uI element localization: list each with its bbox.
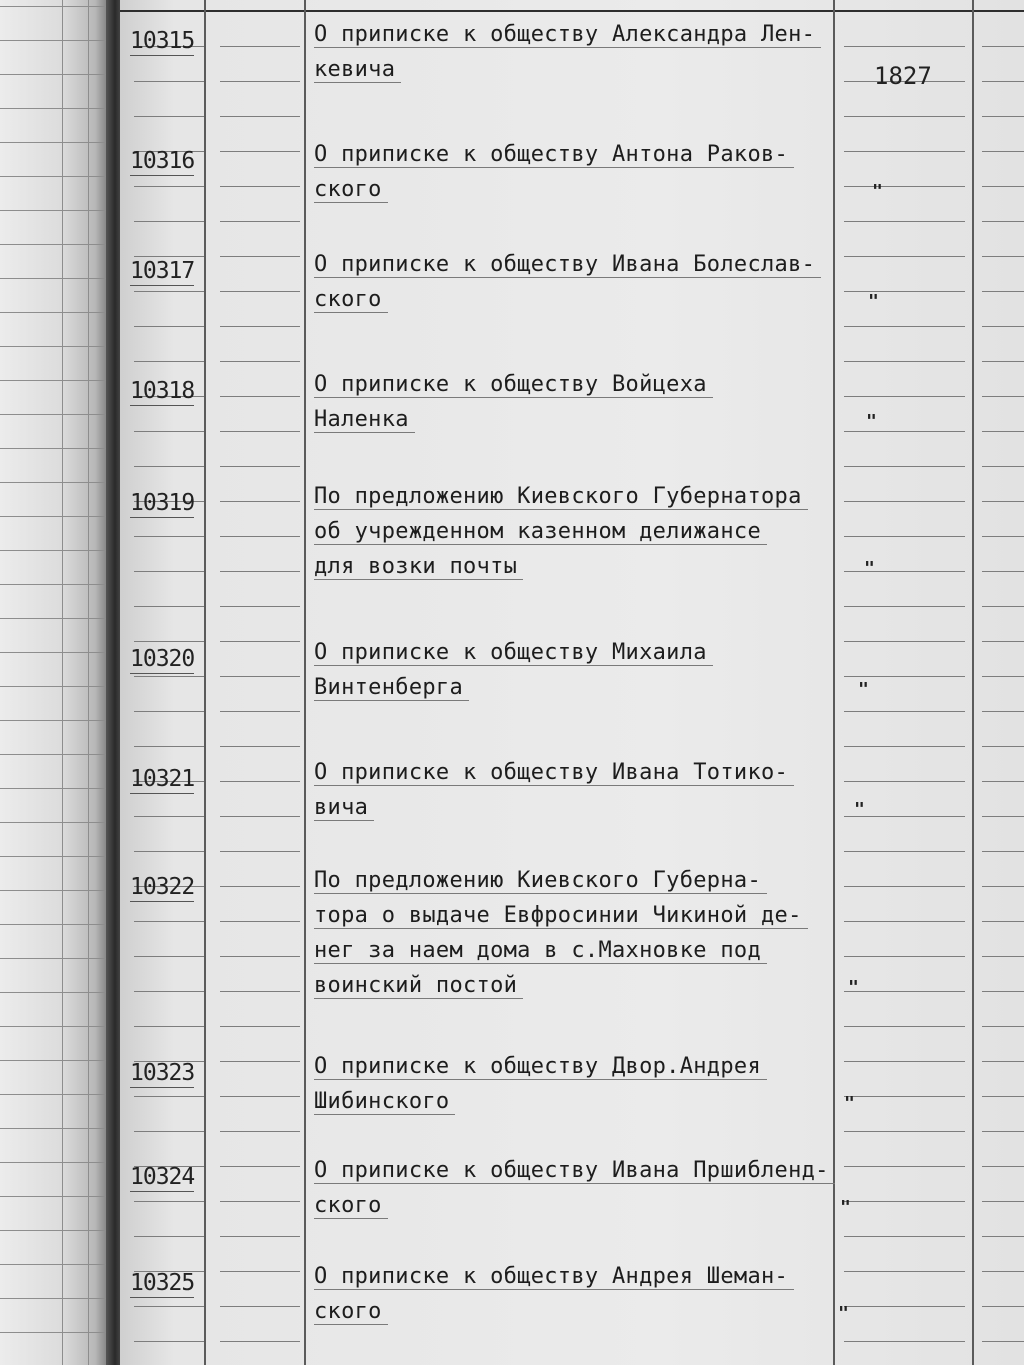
ledger-rule: [844, 46, 965, 47]
left-page-rule: [0, 618, 112, 619]
ledger-rule: [844, 1096, 965, 1097]
case-number: 10322: [130, 874, 195, 900]
ledger-rule: [134, 606, 204, 607]
ledger-rule: [220, 501, 300, 502]
ledger-rule: [844, 431, 965, 432]
case-number: 10321: [130, 766, 195, 792]
ledger-rule: [844, 1131, 965, 1132]
left-page-rule: [0, 822, 112, 823]
ledger-rule: [844, 1061, 965, 1062]
case-title-line: О приписке к обществу Двор.Андрея: [314, 1054, 767, 1080]
ledger-rule: [844, 1166, 965, 1167]
ledger-rule: [844, 1201, 965, 1202]
ditto-mark: ": [838, 1303, 849, 1324]
ledger-rule: [982, 466, 1024, 467]
left-page-rule: [0, 1128, 112, 1129]
ledger-rule: [844, 361, 965, 362]
ledger-rule: [982, 1306, 1024, 1307]
case-title-line: О приписке к обществу Михаила: [314, 640, 713, 666]
ditto-mark: ": [858, 679, 869, 700]
left-page-rule: [0, 1298, 112, 1299]
left-page-rule: [0, 1060, 112, 1061]
left-page-rule: [0, 176, 112, 177]
ledger-rule: [134, 116, 204, 117]
ditto-mark: ": [854, 799, 865, 820]
ledger-rule: [220, 536, 300, 537]
ledger-rule: [220, 991, 300, 992]
left-page-rule: [0, 856, 112, 857]
ledger-rule: [982, 1166, 1024, 1167]
ledger-rule: [844, 1341, 965, 1342]
ledger-rule: [220, 361, 300, 362]
ledger-rule: [982, 606, 1024, 607]
case-title-line: ского: [314, 1193, 388, 1219]
ledger-rule: [220, 1166, 300, 1167]
ledger-rule: [220, 816, 300, 817]
case-number: 10316: [130, 148, 195, 174]
ledger-rule: [982, 221, 1024, 222]
ledger-rule: [982, 1061, 1024, 1062]
ledger-rule: [844, 1271, 965, 1272]
left-page-rule: [0, 210, 112, 211]
case-title-line: тора о выдаче Евфросинии Чикиной де-: [314, 903, 808, 929]
ledger-rule: [220, 291, 300, 292]
ledger-rule: [982, 781, 1024, 782]
case-number: 10324: [130, 1164, 195, 1190]
ledger-rule: [134, 1236, 204, 1237]
ledger-rule: [844, 396, 965, 397]
ledger-rule: [134, 1341, 204, 1342]
ledger-rule: [220, 81, 300, 82]
ledger-rule: [982, 116, 1024, 117]
left-page-rule: [0, 448, 112, 449]
case-title-line: вича: [314, 795, 374, 821]
ledger-rule: [134, 956, 204, 957]
case-title-line: кевича: [314, 57, 401, 83]
case-title-line: О приписке к обществу Антона Раков-: [314, 142, 794, 168]
case-title-line: ского: [314, 287, 388, 313]
ledger-rule: [220, 1271, 300, 1272]
case-number: 10325: [130, 1270, 195, 1296]
ledger-rule: [844, 851, 965, 852]
ditto-mark: ": [868, 291, 879, 312]
column-divider-notes: [972, 0, 974, 1365]
ledger-rule: [220, 781, 300, 782]
ledger-rule: [844, 956, 965, 957]
ledger-rule: [220, 221, 300, 222]
ledger-rule: [982, 1096, 1024, 1097]
left-page-rule: [0, 142, 112, 143]
ditto-mark: ": [840, 1197, 851, 1218]
left-page-rule: [0, 1094, 112, 1095]
case-title-line: Шибинского: [314, 1089, 455, 1115]
left-page-rule: [0, 686, 112, 687]
ledger-rule: [982, 991, 1024, 992]
left-page-rule: [0, 1162, 112, 1163]
left-page-rule: [0, 1026, 112, 1027]
ledger-rule: [982, 571, 1024, 572]
ledger-rule: [844, 571, 965, 572]
left-page-rule: [0, 890, 112, 891]
column-divider-number: [204, 0, 206, 1365]
ledger-rule: [220, 1236, 300, 1237]
left-page-rule: [0, 244, 112, 245]
ledger-rule: [220, 746, 300, 747]
left-page-rule: [0, 754, 112, 755]
ledger-rule: [844, 1236, 965, 1237]
ledger-rule: [134, 676, 204, 677]
ledger-rule: [844, 606, 965, 607]
ledger-rule: [134, 326, 204, 327]
case-number: 10315: [130, 28, 195, 54]
ledger-rule: [844, 291, 965, 292]
ledger-rule: [220, 641, 300, 642]
case-title-line: Наленка: [314, 407, 415, 433]
ledger-rule: [982, 676, 1024, 677]
ledger-rule: [134, 641, 204, 642]
case-title-line: О приписке к обществу Ивана Тотико-: [314, 760, 794, 786]
ledger-rule: [220, 606, 300, 607]
ledger-rule: [220, 1026, 300, 1027]
ledger-rule: [220, 1131, 300, 1132]
left-page-ruled-margin: [0, 0, 112, 1365]
ledger-rule: [982, 886, 1024, 887]
left-page-rule: [0, 108, 112, 109]
ledger-rule: [134, 81, 204, 82]
ledger-rule: [134, 431, 204, 432]
left-page-rule: [0, 584, 112, 585]
ditto-mark: ": [872, 181, 883, 202]
case-title-line: О приписке к обществу Ивана Болеслав-: [314, 252, 821, 278]
ledger-rule: [982, 46, 1024, 47]
case-title-line: об учрежденном казенном делижансе: [314, 519, 767, 545]
ledger-rule: [134, 921, 204, 922]
ledger-rule: [844, 151, 965, 152]
ledger-rule: [220, 466, 300, 467]
ledger-rule: [982, 151, 1024, 152]
ledger-rule: [982, 641, 1024, 642]
left-page-rule: [0, 992, 112, 993]
ledger-rule: [982, 851, 1024, 852]
ledger-rule: [982, 81, 1024, 82]
left-page-rule: [0, 74, 112, 75]
ledger-rule: [844, 781, 965, 782]
ledger-rule: [220, 431, 300, 432]
left-page-rule: [0, 6, 112, 7]
ledger-rule: [220, 851, 300, 852]
ledger-rule: [134, 361, 204, 362]
ledger-rule: [220, 1341, 300, 1342]
ledger-rule: [844, 641, 965, 642]
ledger-rule: [220, 711, 300, 712]
ledger-rule: [220, 151, 300, 152]
case-title-line: для возки почты: [314, 554, 523, 580]
ledger-rule: [844, 711, 965, 712]
left-page-rule: [0, 924, 112, 925]
register-page: [120, 0, 1024, 1365]
case-title-line: Винтенберга: [314, 675, 469, 701]
ledger-rule: [134, 1026, 204, 1027]
ledger-rule: [220, 921, 300, 922]
ledger-rule: [220, 46, 300, 47]
ledger-rule: [982, 361, 1024, 362]
ledger-rule: [134, 1096, 204, 1097]
ledger-rule: [220, 956, 300, 957]
case-title-line: воинский постой: [314, 973, 523, 999]
ledger-rule: [220, 1306, 300, 1307]
left-page-rule: [0, 788, 112, 789]
left-page-rule: [0, 380, 112, 381]
case-title-line: нег за наем дома в с.Махновке под: [314, 938, 767, 964]
ledger-rule: [844, 886, 965, 887]
ledger-rule: [220, 1061, 300, 1062]
case-title-line: О приписке к обществу Войцеха: [314, 372, 713, 398]
ledger-rule: [134, 256, 204, 257]
ledger-rule: [844, 326, 965, 327]
ledger-rule: [134, 851, 204, 852]
ledger-rule: [844, 676, 965, 677]
ledger-rule: [134, 1306, 204, 1307]
left-page-column-line: [62, 0, 63, 1365]
ledger-rule: [982, 501, 1024, 502]
column-divider-title: [304, 0, 306, 1365]
ledger-rule: [220, 116, 300, 117]
left-page-rule: [0, 278, 112, 279]
left-page-rule: [0, 1264, 112, 1265]
ditto-mark: ": [866, 411, 877, 432]
ledger-rule: [134, 291, 204, 292]
ledger-rule: [982, 1341, 1024, 1342]
ledger-rule: [220, 1201, 300, 1202]
ledger-rule: [982, 326, 1024, 327]
ledger-rule: [844, 116, 965, 117]
ledger-rule: [220, 396, 300, 397]
ledger-rule: [134, 1131, 204, 1132]
ledger-rule: [982, 956, 1024, 957]
ditto-mark: ": [844, 1093, 855, 1114]
case-title-line: По предложению Киевского Губерна-: [314, 868, 767, 894]
ledger-rule: [134, 746, 204, 747]
ledger-rule: [982, 1236, 1024, 1237]
left-page-column-line: [88, 0, 89, 1365]
ledger-rule: [982, 291, 1024, 292]
ditto-mark: ": [848, 977, 859, 998]
ledger-rule: [844, 991, 965, 992]
case-title-line: О приписке к обществу Ивана Пршибленд-: [314, 1158, 835, 1184]
ledger-rule: [982, 816, 1024, 817]
left-page-rule: [0, 40, 112, 41]
left-page-rule: [0, 1196, 112, 1197]
ditto-mark: ": [864, 558, 875, 579]
case-title-line: По предложению Киевского Губернатора: [314, 484, 808, 510]
ledger-rule: [220, 676, 300, 677]
ledger-rule: [844, 466, 965, 467]
ledger-rule: [220, 886, 300, 887]
ledger-rule: [134, 466, 204, 467]
case-number: 10319: [130, 490, 195, 516]
case-number: 10323: [130, 1060, 195, 1086]
ledger-rule: [982, 1026, 1024, 1027]
ledger-rule: [134, 711, 204, 712]
ledger-rule: [982, 1271, 1024, 1272]
left-page-rule: [0, 652, 112, 653]
ledger-rule: [844, 501, 965, 502]
ledger-rule: [982, 746, 1024, 747]
left-page-rule: [0, 720, 112, 721]
ledger-rule: [134, 186, 204, 187]
ledger-rule: [134, 991, 204, 992]
case-title-line: О приписке к обществу Александра Лен-: [314, 22, 821, 48]
left-page-rule: [0, 1332, 112, 1333]
ledger-rule: [220, 326, 300, 327]
ledger-rule: [844, 1026, 965, 1027]
ledger-rule: [220, 1096, 300, 1097]
left-page-rule: [0, 516, 112, 517]
left-page-rule: [0, 1230, 112, 1231]
ledger-rule: [982, 186, 1024, 187]
case-number: 10317: [130, 258, 195, 284]
ledger-rule: [134, 221, 204, 222]
ledger-rule: [134, 816, 204, 817]
ledger-rule: [982, 1201, 1024, 1202]
left-page-rule: [0, 414, 112, 415]
ledger-rule: [982, 536, 1024, 537]
case-title-line: О приписке к обществу Андрея Шеман-: [314, 1264, 794, 1290]
ledger-rule: [134, 536, 204, 537]
ledger-rule: [844, 1306, 965, 1307]
case-number: 10318: [130, 378, 195, 404]
left-page-rule: [0, 346, 112, 347]
left-page-rule: [0, 312, 112, 313]
case-number: 10320: [130, 646, 195, 672]
ledger-rule: [982, 921, 1024, 922]
ledger-rule: [134, 571, 204, 572]
ledger-rule: [982, 431, 1024, 432]
ledger-rule: [220, 256, 300, 257]
ledger-rule: [844, 256, 965, 257]
case-title-line: ского: [314, 1299, 388, 1325]
ledger-rule: [844, 746, 965, 747]
ledger-rule: [134, 1201, 204, 1202]
header-rule: [120, 10, 1024, 12]
ledger-rule: [982, 256, 1024, 257]
ledger-rule: [844, 921, 965, 922]
case-title-line: ского: [314, 177, 388, 203]
left-page-rule: [0, 958, 112, 959]
ledger-rule: [844, 186, 965, 187]
left-page-rule: [0, 550, 112, 551]
ledger-rule: [220, 571, 300, 572]
ledger-rule: [982, 396, 1024, 397]
ledger-rule: [844, 221, 965, 222]
left-page-rule: [0, 482, 112, 483]
ledger-rule: [844, 536, 965, 537]
year-value: 1827: [874, 62, 932, 90]
ledger-rule: [982, 711, 1024, 712]
ledger-rule: [982, 1131, 1024, 1132]
ledger-rule: [220, 186, 300, 187]
